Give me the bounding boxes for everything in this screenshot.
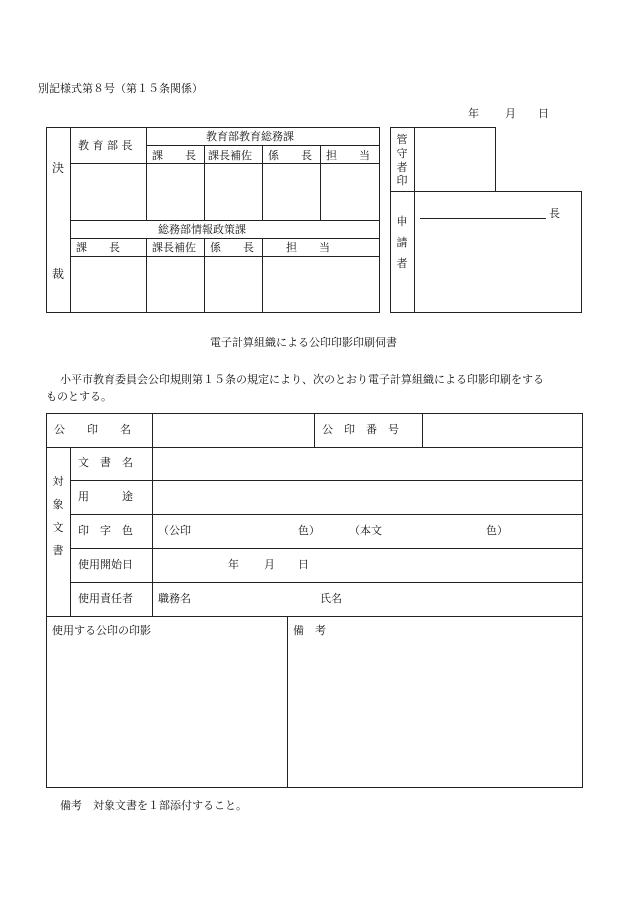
honbun-color-label: （本文 <box>349 524 382 537</box>
joho-ka-cho-label: 課 長 <box>76 241 120 254</box>
footer-note: 備考 対象文書を１部添付すること。 <box>60 799 247 812</box>
ka-cho-hosa-label: 課長補佐 <box>208 149 252 162</box>
kaishi-day-label: 日 <box>298 558 309 571</box>
kyoikubucho-label: 教 育 部 長 <box>78 139 133 152</box>
intro-line-2: ものとする。 <box>46 390 112 403</box>
doc-title: 電子計算組織による公印印影印刷伺書 <box>210 336 397 349</box>
date-year-label: 年 <box>468 107 479 120</box>
yoto-label: 用 途 <box>78 490 133 503</box>
shinsei-name-line <box>420 218 546 219</box>
shimei-label: 氏名 <box>320 592 342 605</box>
date-day-label: 日 <box>538 107 549 120</box>
intro-line-1: 小平市教育委員会公印規則第１５条の規定により、次のとおり電子計算組織による印影印刷をする <box>60 373 544 386</box>
sekininsha-label: 使用責任者 <box>78 592 133 605</box>
joho-hosa-label: 課長補佐 <box>152 241 196 254</box>
biko-label: 備 考 <box>293 624 326 637</box>
koin-mei-label: 公 印 名 <box>54 423 131 436</box>
shiyo-kaishi-label: 使用開始日 <box>78 558 133 571</box>
inji-shoku-label: 印 字 色 <box>78 524 133 537</box>
kaishi-year-label: 年 <box>228 558 239 571</box>
honbun-color-suffix: 色） <box>486 524 508 537</box>
form-number: 別記様式第８号（第１５条関係） <box>38 82 203 95</box>
cho-label: 長 <box>549 207 560 220</box>
ka-cho-label: 課 長 <box>152 149 196 162</box>
kaishi-month-label: 月 <box>264 558 275 571</box>
kanri-label: 管守者印 <box>396 133 408 188</box>
koin-bango-label: 公 印 番 号 <box>322 423 399 436</box>
kessai-label-bottom: 裁 <box>52 267 65 281</box>
soumuka-title: 教育部教育総務課 <box>206 130 294 143</box>
kakari-cho-label: 係 長 <box>268 149 312 162</box>
taisho-bunsho-label: 対象文書 <box>52 475 64 558</box>
shokumu-label: 職務名 <box>158 592 191 605</box>
koin-color-label: （公印 <box>158 524 191 537</box>
kessai-label-top: 決 <box>52 161 65 175</box>
joho-tanto-label: 担 当 <box>286 241 330 254</box>
joho-title: 総務部情報政策課 <box>158 223 246 236</box>
koin-color-suffix: 色） <box>298 524 320 537</box>
bunsho-mei-label: 文 書 名 <box>78 456 133 469</box>
inei-label: 使用する公印の印影 <box>52 624 151 637</box>
shinsei-label: 申請者 <box>396 215 408 270</box>
date-month-label: 月 <box>505 107 516 120</box>
tanto-label: 担 当 <box>326 149 370 162</box>
joho-kakari-label: 係 長 <box>210 241 254 254</box>
